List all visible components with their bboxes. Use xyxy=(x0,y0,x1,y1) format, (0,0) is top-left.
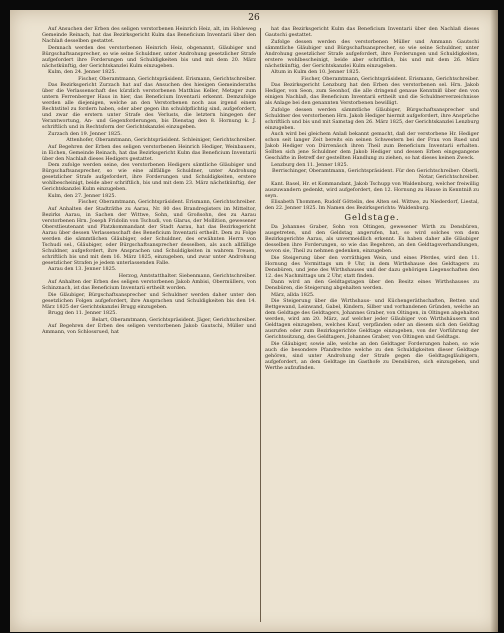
notice-paragraph: Auf Ansuchen der Erben des seligen verstorbenen Heinrich Heiz, alt, im Hohleweg Gemeinde Reinach, hat das Bezirksgericht Kulm das Beneficium Inventarii über den Nachlaß desselben gestattet. xyxy=(42,26,256,44)
notice-paragraph: hat das Bezirksgericht Kulm das Beneficium Inventarii über den Nachlaß dieses Gautschi gestattet. xyxy=(265,26,479,38)
notice-paragraph: Zufolge dessen werden sämmtliche Gläubiger, Bürgschaftsansprecher und Schuldner des verstorbenen Hrn. Jakob Hediger hiermit aufgefordert, ihre Ansprüche schriftlich und bis und mit Samstag den 26. März 1825, der Gerichtskanzlei Lenzburg einzugeben. xyxy=(265,106,479,131)
notice-paragraph: Aarau den 13. Jenner 1825. xyxy=(48,266,117,272)
section-heading: Geldstage. xyxy=(344,212,400,222)
notice-paragraph: Zurzach den 19. Jenner 1825. xyxy=(48,130,122,137)
notice-paragraph: Die Gläubiger, Bürgschaftsansprecher und Schuldner werden daher unter den gesetzlichen Folgen aufgefordert, ihre Ansprachen und Schuldigkeiten bis den 14. März 1825 der Gerichtskanzlei Brugg einzugeben. xyxy=(42,291,256,310)
notice-paragraph: Das Bezirksgericht Zurzach hat auf das Ansuchen des hiesigen Gemeinderaths über die Verlassenschaft des kürzlich verstorbenen Matthias Keller, Metzger zum untern Ferrenberger Haus in hier, das Beneficium Inventarii erkennt. Demzufolge werden alle diejenigen, welche an den Verstorbenen noch aus irgend einem Rechtstitel zu fordern haben, oder aber gegen ihn schuldpflichtig sind, aufgefordert, und zwar die erstern unter Strafe des Verlusts, die letztern hingegen der Verantwortung, An- und Gegenforderungen, bis Dienstag den 8. Hornung k. J. schriftlich und in Rechtsform der Gerichtskanzlei einzugeben. xyxy=(42,82,256,130)
notice-paragraph: Zufolge dessen werden des verstorbenen Müller und Ammann Gautschi sämmtliche Gläubiger und Bürgschaftsansprecher, so wie seine Schuldner, unter Androhung gesetzlicher Strafe aufgefordert, ihre Forderungen und Schuldigkeiten, erstere wohlbescheinigt, beide aber schriftlich, bis und mit dem 26. März nächstkünftig, der Gerichtskanzlei Kulm einzugeben. xyxy=(265,38,479,69)
notice-paragraph: Auf Begehren der Erben des seligen verstorbenen Jakob Gautschi, Müller und Ammann, von Schlossrued, hat xyxy=(42,323,256,335)
notice-paragraph: Kant. Basel, Hr. et Kommandant, Jakob Tschupp von Waldenburg, welcher freiwillig auszuwandern gedenkt, wird aufgefordert, den 12. Hornung zu Hause in Kenntniß zu seyn. xyxy=(265,180,479,199)
notice-paragraph: März, allda 1825. xyxy=(271,291,315,298)
signature-line: Fischer, Oberamtmann, Gerichtspräsident. Erismann, Gerichtschreiber. xyxy=(78,75,256,82)
left-column xyxy=(42,26,256,624)
notice-paragraph: Auf Begehren der Erben des seligen verstorbenen Heinrich Hediger, Weinbauers, in Eichen, Gemeinde Reinach, hat das Bezirksgericht Kulm das Beneficium Inventarii über den Nachlaß dieses Hedigers gestattet. xyxy=(42,143,256,162)
signature-line: Attenhofer, Oberamtmann, Gerichtspräsident. Schleiniger, Gerichtschreiber. xyxy=(66,137,256,143)
notice-paragraph: Auch wird bei gleichem Anlaß bekannt gemacht, daß der verstorbene Hr. Hediger schon seit langer Zeit bereits ein seinen Schwestern bei der Frau von Rued und Jakob Hediger von Dürrenäsch ihren Theil zum Beneficium Inventarii erhalten. Sollten sich jene Schuldner dem Jakob Hediger und dessen Erben eingegangene Geschäfte in Betreff der gestellten Handlung zu ziehen, so hat dieses keinen Zweck. xyxy=(265,131,479,161)
page-number: 26 xyxy=(248,13,260,23)
notice-paragraph: Demnach werden des verstorbenen Heinrich Heiz, obgenannt, Gläubiger und Bürgschaftsansprecher, so wie seine Schuldner, unter Androhung gesetzlicher Strafe aufgefordert ihre Forderungen und Schuldigkeiten bis und mit dem 20. März nächstkünftig, der Gerichtskanzlei Kulm einzugeben. xyxy=(42,44,256,69)
right-column xyxy=(265,26,479,624)
signature-line: Fischer, Oberamtmann, Gerichtspräsident. Erismann, Gerichtschreiber. xyxy=(78,199,256,205)
column-divider xyxy=(260,28,261,622)
signature-line: Berrischinger, Oberamtmann, Gerichtspräsident. Für den Gerichtschreiber: Oberli, Notar, Gerichtschreiber. xyxy=(272,168,479,180)
notice-paragraph: Kulm, den 27. Jenner 1825. xyxy=(48,192,117,199)
newspaper-page xyxy=(10,10,498,632)
notice-paragraph: Auf Anhalten der Erben des seligen verstorbenen Jakob Ambisi, Obermüllers, von Schinznach, ist das Beneficium Inventarii ertheilt worden. xyxy=(42,279,256,291)
notice-paragraph: Kulm, den 24. Jenner 1825. xyxy=(48,69,117,75)
page-gutter-shadow xyxy=(490,10,498,632)
signature-line: Fischer, Oberamtmann, Gerichtspräsident. Erismann, Gerichtschreiber. xyxy=(301,75,479,82)
notice-paragraph: Lenzburg den 11. Jenner 1825. xyxy=(271,161,349,168)
notice-paragraph: Dann wird an den Geldtagstagen über den Besitz eines Wirthshauses zu Densbüren, die Steigerung abgehalten werden. xyxy=(265,279,479,291)
notice-paragraph: Brugg den 11. Jenner 1825. xyxy=(48,310,117,316)
notice-paragraph: Da Johannes Graber, Sohn von Oltingen, gewesener Wirth zu Densbüren, ausgetreten, und den Geldstag angerufen, hat, so wird solches von dem Bezirksgerichte Aarau, als unvermeidlich erkennt. Es haben daher alle Gläubiger desselben ihre Forderungen, so wie das Begehren, an den Geldtagsverhandlungen, wovon sie, Theil zu nehmen gedenken, einzugeben. xyxy=(265,224,479,254)
notice-paragraph: Elisabeth Thommen, Rudolf Göttelin, des Alten sel. Wittwe, zu Niederdorf, Liestal, den 22. Jenner 1825. Im Namen des Bezirksgerichts: Waldenburg. xyxy=(265,199,479,211)
notice-paragraph: Auf Anhalten der Stadträthe zu Aarau, Nr. 80 des Brandregisters im Mitteltor, Bezirks Aarau, in Sachen der Wittwe, Sohn, und Großsohn, des zu Aarau verstorbenen Hrn. Joseph Fridolin von Tschudi, von Glarus, der Mollition, gewesener Oberstlieutenant und Platzkommandant der Stadt Aarau, hat das Bezirksgericht Aarau über dessen Verlassenschaft des Beneficium Inventarii ertheilt. Dem zu Folge werden die sämmtlichen Gläubiger, oder Schuldner, des erwähnten Herrn von Tschudi sel., Gläubiger, oder Bürgschaftsansprecher desselben, als auch allfällige Schuldner, aufgefordert, ihre Ansprachen und Schuldigkeiten in wahrem Treuen, schriftlich bis und mit dem 16. März 1825, einzugeben, und zwar unter Androhung gesetzlicher Strafen je jedem unterlassenden Falle. xyxy=(42,205,256,266)
signature-line: Herzog, Amtstatthalter. Siebenmann, Gerichtschreiber. xyxy=(118,272,256,279)
notice-paragraph: Die Steigerung über die Wirthshaus- und Küchengeräthschaften, Betten und Bettgewand, Leinwand, Gabel, Kindern, Silber und vorhandenen Gründen, welche an dem Geldtage des Geldtagers, Johannes Graber, von Oltingen, in Oltingen abgehalten werden, wird am 20. März, auf welcher jeder Gläubiger von Wirthshäusern und Geldtagen einzugeben, welches Kauf, verpfänden oder an diesem sich den Geldtag ausrufen oder zum Bezirksgerichte Geldtage einzugeben, von der Vorführung der Gerichtssitzung, des Geldtagers, Johannes Graber, von Oltingen und Geldtags. xyxy=(265,298,479,340)
signature-line: Belart, Oberamtmann, Gerichtspräsident. Jäger, Gerichtschreiber. xyxy=(92,316,256,323)
notice-paragraph: Altum in Kulm den 10. Jenner 1825. xyxy=(271,69,361,75)
notice-paragraph: Das Bezirksgericht Lenzburg hat den Erben des verstorbenen sel. Hrn. Jakob Hediger, von Seon, zum Seonhof, die alle dringend genaue Kenntniß über den von einigen Nachlaß, das Beneficium Inventarii ertheilt und die Schuldnerverzeichnisse als Anlage bei den genannten Verstorbenen bewilligt. xyxy=(265,82,479,106)
notice-paragraph: Dem zufolge werden seine, des verstorbenen Hedigers sämtliche Gläubiger und Bürgschaftsansprecher, so wie eine allfällige Schuldner, unter Androhung gesetzlicher Strafe aufgefordert, ihre Forderungen und Schuldigkeiten, erstere wohlbescheinigt, beide aber schriftlich, bis und mit dem 23. März nächstkünftig, der Gerichtskanzlei Kulm einzugeben. xyxy=(42,162,256,192)
notice-paragraph: Die Steigerung über den vorräthigen Wein, und eines Pferdes, wird den 11. Hornung des Vormittags um 9 Uhr, in dem Wirthshause des Geldtagers zu Densbüren, und jene des Wirthshauses und der dazu gehörigen Liegenschaften den 12. des Nachmittags um 2 Uhr, statt finden. xyxy=(265,254,479,279)
notice-paragraph: Die Gläubiger, sowie alle, welche an den Geldtager Forderungen haben, so wie auch die besondere Pfandrechte welche zu den Schuldigkeiten dieser Geldtage gehören, sind unter Androhung der Strafe gegen die Geldtagsgläubigern, aufgefordert, an dem Geldtage im Gasthofe zu Densbüren, sich einzugeben, und Werthe aufzufinden. xyxy=(265,340,479,371)
